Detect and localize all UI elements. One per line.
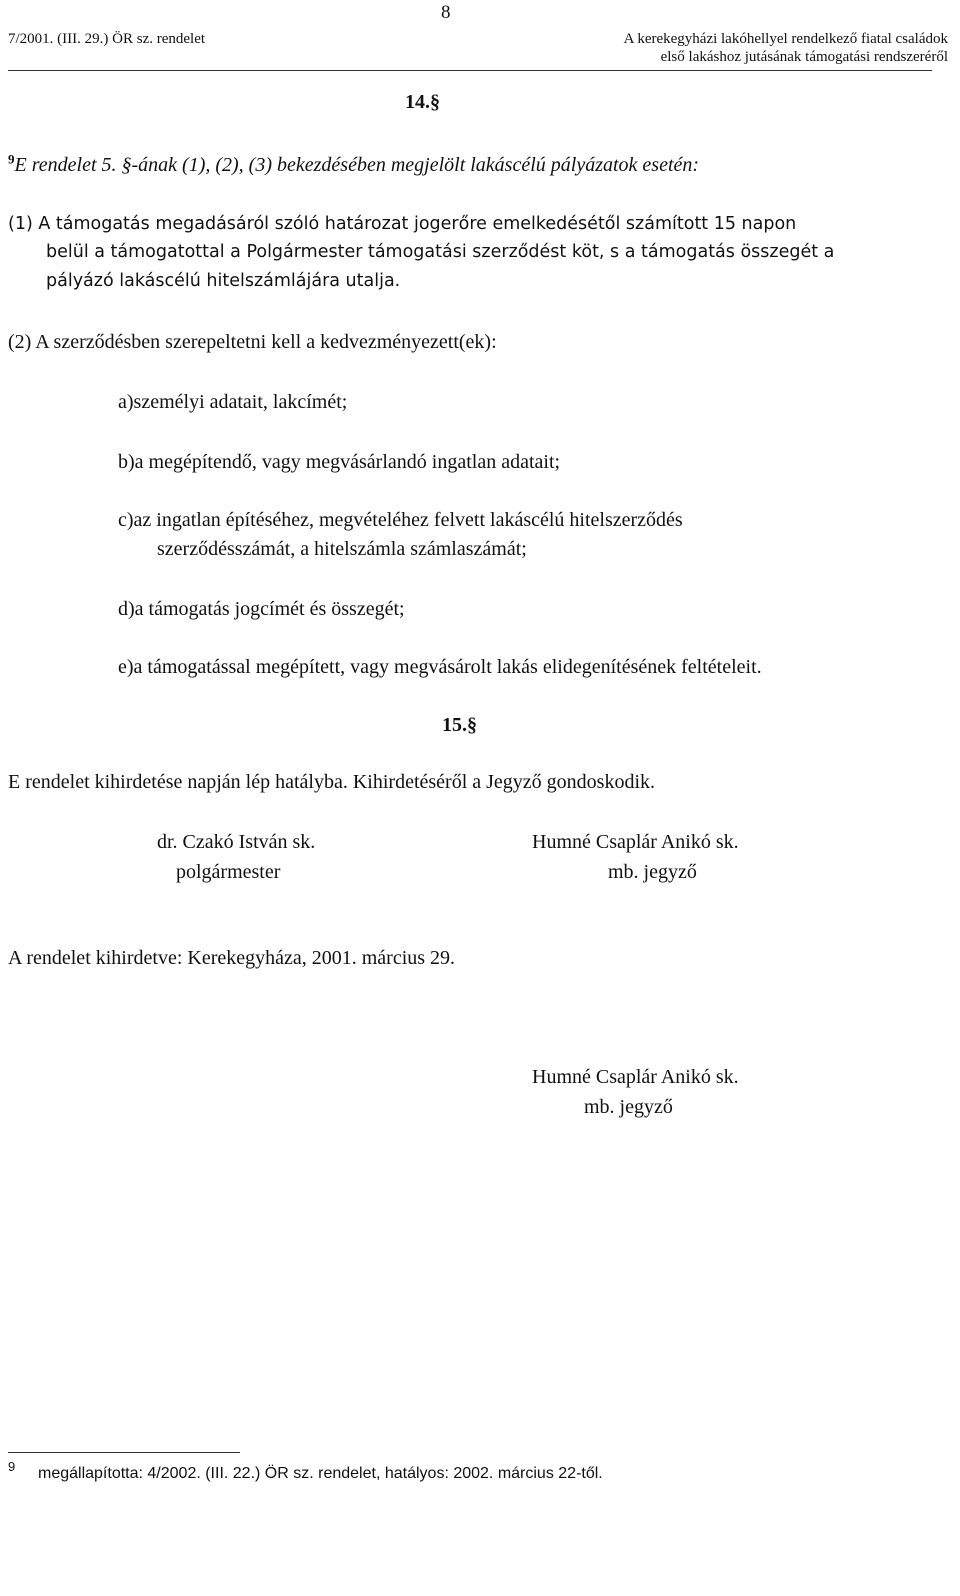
list-item-c-line-1: c)az ingatlan építéséhez, megvételéhez felvett lakáscélú hitelszerződés: [118, 509, 683, 531]
signature-mayor-title: polgármester: [176, 861, 281, 883]
paragraph-1-line-3: pályázó lakáscélú hitelszámlájára utalja.: [46, 271, 401, 291]
section-15-text: E rendelet kihirdetése napján lép hatályba. Kihirdetéséről a Jegyző gondoskodik.: [8, 771, 656, 793]
paragraph-2-intro: (2) A szerződésben szerepeltetni kell a kedvezményezett(ek):: [8, 331, 497, 353]
footnote-reference: 9: [8, 151, 15, 167]
list-item-e: e)a támogatással megépített, vagy megvásárolt lakás elidegenítésének feltételeit.: [118, 656, 762, 678]
signature-notary-title: mb. jegyző: [608, 861, 697, 883]
signature-mayor-name: dr. Czakó István sk.: [157, 831, 316, 853]
footnote-rule: [8, 1452, 240, 1453]
list-item-a: a)személyi adatait, lakcímét;: [118, 391, 348, 413]
page-number: 8: [441, 2, 451, 23]
section-15-heading: 15.§: [442, 714, 477, 736]
footnote-text: megállapította: 4/2002. (III. 22.) ÖR sz. rendelet, hatályos: 2002. március 22-től.: [38, 1465, 603, 1482]
promulgation-signature-name: Humné Csaplár Anikó sk.: [532, 1066, 739, 1088]
header-left-citation: 7/2001. (III. 29.) ÖR sz. rendelet: [8, 31, 206, 47]
list-item-d: d)a támogatás jogcímét és összegét;: [118, 598, 405, 620]
promulgation-statement: A rendelet kihirdetve: Kerekegyháza, 2001. március 29.: [8, 947, 456, 969]
section-14-intro: [8, 153, 699, 177]
paragraph-1-line-1: (1) A támogatás megadásáról szóló határozat jogerőre emelkedésétől számított 15 napon: [8, 214, 797, 234]
header-right-title-line2: első lakáshoz jutásának támogatási rendszeréről: [660, 49, 948, 65]
promulgation-signature-title: mb. jegyző: [584, 1096, 673, 1118]
signature-notary-name: Humné Csaplár Anikó sk.: [532, 831, 739, 853]
header-right-title-line1: A kerekegyházi lakóhellyel rendelkező fiatal családok: [623, 31, 948, 47]
section-14-heading: 14.§: [405, 91, 440, 113]
paragraph-1-line-2: belül a támogatottal a Polgármester támogatási szerződést köt, s a támogatás összegét a: [46, 242, 835, 262]
list-item-c-line-2: szerződésszámát, a hitelszámla számlaszámát;: [157, 538, 527, 560]
footnote-number: 9: [8, 1459, 16, 1474]
section-14-intro-text: E rendelet 5. §-ának (1), (2), (3) bekezdésében megjelölt lakáscélú pályázatok esetén:: [14, 154, 700, 176]
header-rule: [8, 70, 932, 71]
list-item-b: b)a megépítendő, vagy megvásárlandó ingatlan adatait;: [118, 451, 561, 473]
